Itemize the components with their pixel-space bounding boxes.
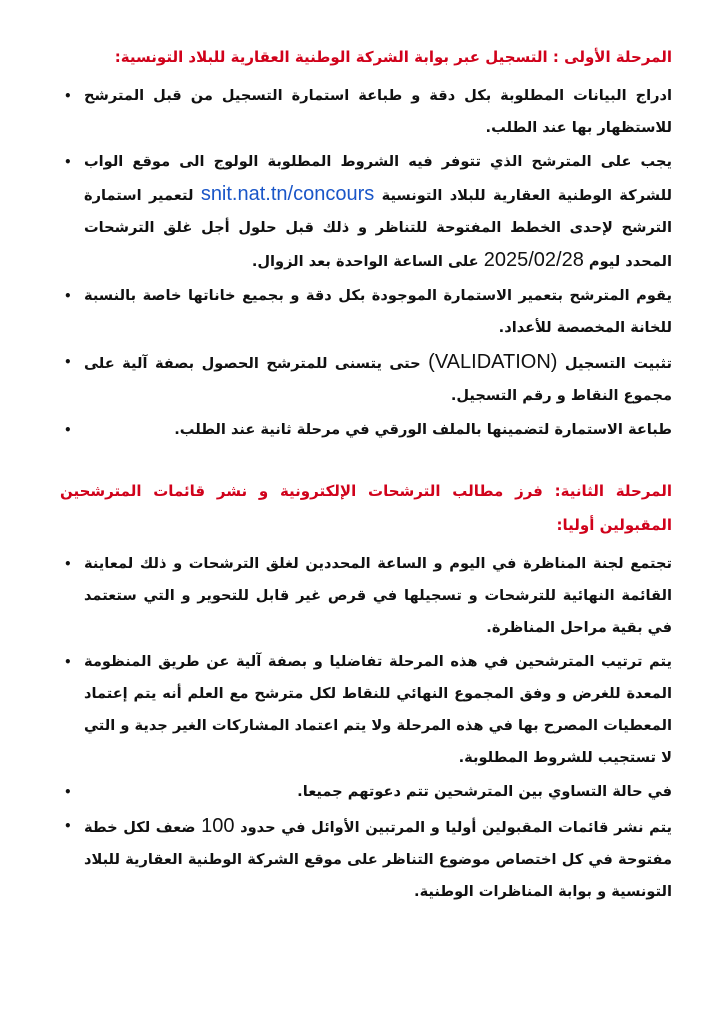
- item-text: حتى يتسنى للمترشح الحصول بصفة آلية على مجموع النقاط و رقم التسجيل.: [84, 355, 672, 404]
- bullet-icon: •: [64, 355, 72, 369]
- ratio-number: 100: [201, 815, 235, 837]
- item-text: في حالة التساوي بين المترشحين تتم دعوتهم جميعا.: [297, 783, 672, 800]
- phase-1-list: [60, 80, 676, 446]
- bullet-icon: •: [64, 819, 72, 833]
- item-text: يتم ترتيب المترشحين في هذه المرحلة تفاضليا و بصفة آلية عن طريق المنظومة المعدة للغرض و وفق المجموع النهائي للنقاط لكل مترشح مع العلم أنه يتم إعتماد المعطيات المصرح بها في هذه المرحلة ولا يتم اعتماد المشاركات الغير جدية و التي لا تستجيب للشروط المطلوبة.: [84, 653, 672, 766]
- list-item: [60, 414, 676, 446]
- phase-2-list: [60, 548, 676, 908]
- item-text: يجب على المترشح الذي تتوفر فيه الشروط المطلوبة الولوج الى موقع الواب للشركة الوطنية العقارية للبلاد التونسية: [84, 153, 673, 204]
- list-item: [60, 280, 676, 344]
- bullet-icon: •: [64, 655, 72, 669]
- list-item: [60, 776, 676, 808]
- phase-2-heading: المرحلة الثانية: فرز مطالب الترشحات الإلكترونية و نشر قائمات المترشحين المقبولين أوليا:: [60, 482, 672, 534]
- bullet-icon: •: [64, 89, 72, 103]
- item-text: ادراج البيانات المطلوبة بكل دقة و طباعة استمارة التسجيل من قبل المترشح للاستظهار بها عند الطلب.: [84, 87, 672, 136]
- bullet-icon: •: [64, 423, 72, 437]
- portal-link[interactable]: snit.nat.tn/concours: [200, 183, 375, 205]
- bullet-icon: •: [64, 155, 72, 169]
- item-text: لتعمير استمارة الترشح لإحدى الخطط المفتوحة للتناظر و ذلك قبل حلول أجل غلق الترشحات المحدد ليوم: [84, 187, 672, 270]
- deadline-date: 2025/02/28: [483, 249, 584, 271]
- bullet-icon: •: [64, 289, 72, 303]
- validation-term: (VALIDATION): [428, 351, 558, 373]
- item-text: على الساعة الواحدة بعد الزوال.: [251, 253, 484, 270]
- item-text: ضعف لكل خطة مفتوحة في كل اختصاص موضوع التناظر على موقع الشركة الوطنية العقارية للبلاد التونسية و بوابة المناظرات الوطنية.: [84, 819, 672, 900]
- bullet-icon: •: [64, 557, 72, 571]
- document-page: [60, 40, 676, 910]
- list-item: [60, 346, 676, 412]
- list-item: [60, 548, 676, 644]
- list-item: [60, 146, 676, 278]
- item-text: تثبيت التسجيل: [557, 355, 672, 372]
- list-item: [60, 80, 676, 144]
- item-text: تجتمع لجنة المناظرة في اليوم و الساعة المحددين لغلق الترشحات و ذلك لمعاينة القائمة النهائية للترشحات و تسجيلها في قرص غير قابل للتحوير و التي ستعتمد في بقية مراحل المناظرة.: [84, 555, 672, 636]
- phase-1-heading: المرحلة الأولى : التسجيل عبر بوابة الشركة الوطنية العقارية للبلاد التونسية:: [114, 48, 672, 66]
- item-text: يتم نشر قائمات المقبولين أوليا و المرتبين الأوائل في حدود: [234, 819, 673, 836]
- item-text: طباعة الاستمارة لتضمينها بالملف الورقي في مرحلة ثانية عند الطلب.: [174, 421, 672, 438]
- list-item: [60, 810, 676, 908]
- bullet-icon: •: [64, 785, 72, 799]
- list-item: [60, 646, 676, 774]
- item-text: يقوم المترشح بتعمير الاستمارة الموجودة بكل دقة و بجميع خاناتها خاصة بالنسبة للخانة المخصصة للأعداد.: [84, 287, 672, 336]
